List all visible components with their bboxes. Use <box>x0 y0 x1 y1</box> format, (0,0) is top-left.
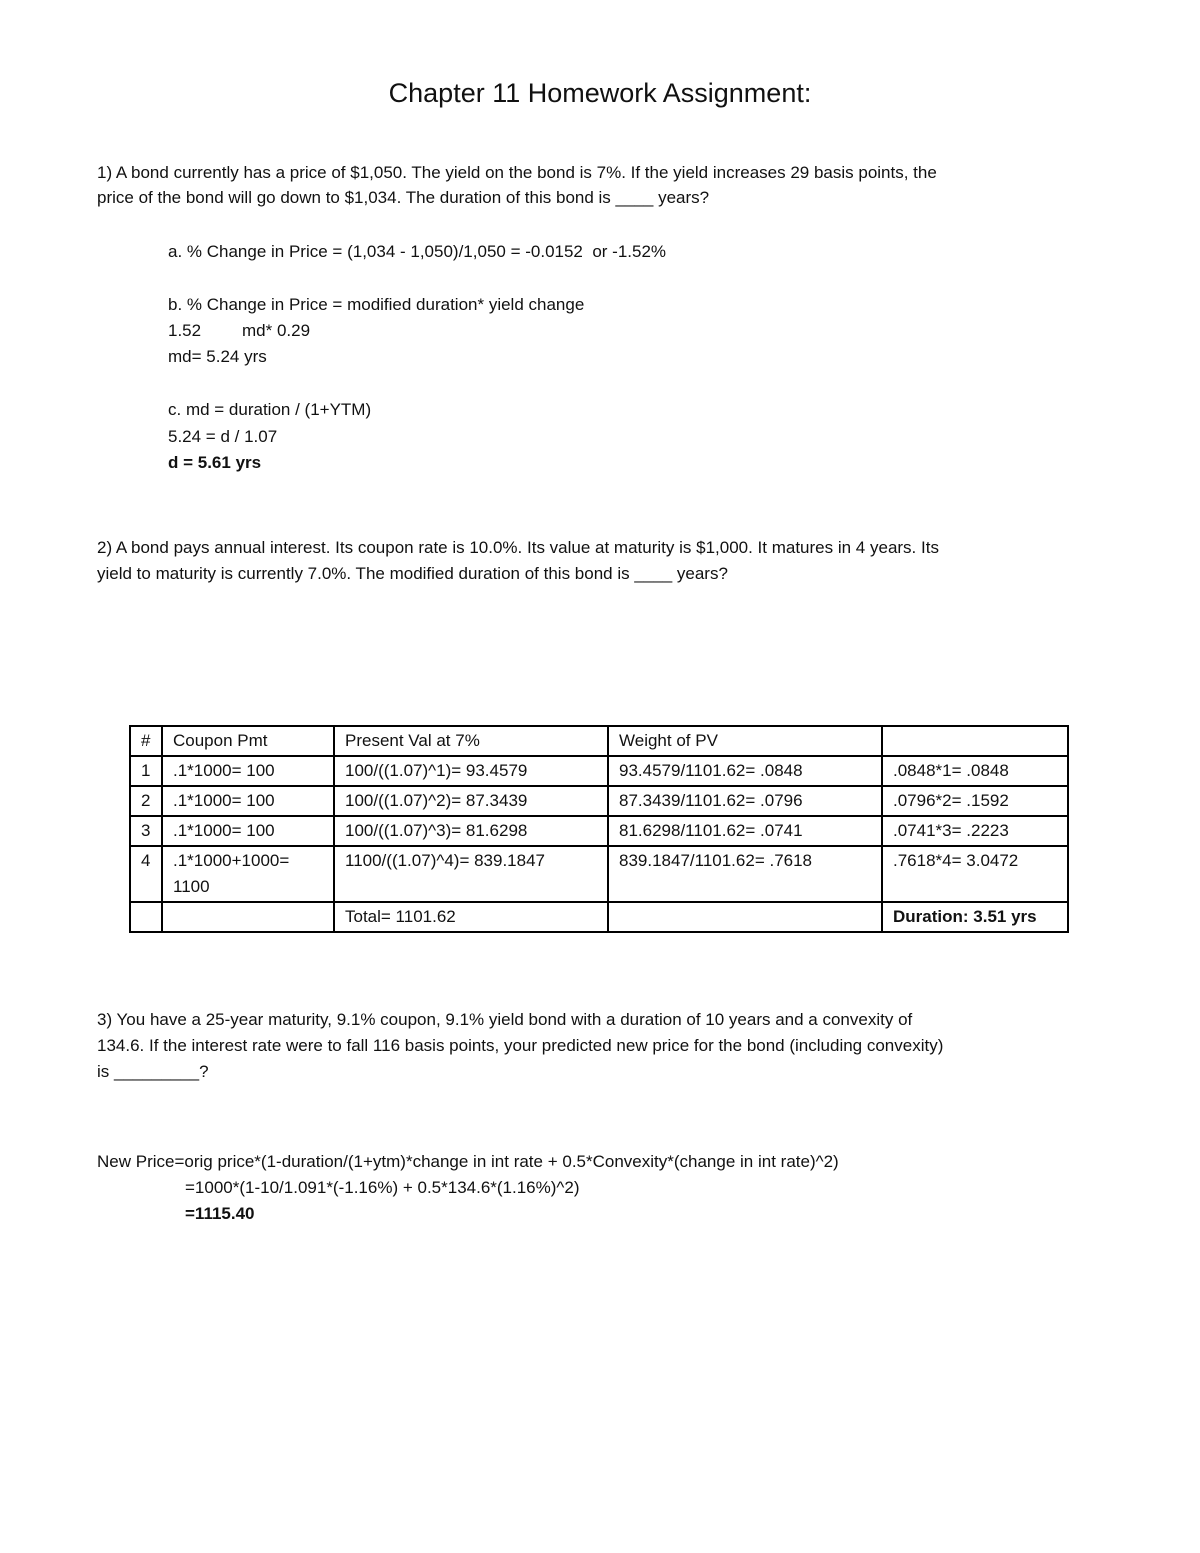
table-cell-empty <box>162 902 334 932</box>
table-total-row <box>130 902 1068 932</box>
q1-step-c: c. md = duration / (1+YTM) <box>168 400 372 419</box>
table-header-row <box>130 726 1068 756</box>
q1-step-b-value: 1.52 <box>168 321 202 340</box>
q1-answer: d = 5.61 yrs <box>168 453 262 472</box>
page-title: Chapter 11 Homework Assignment: <box>388 78 812 108</box>
table-cell: .0848*1= .0848 <box>882 756 1068 786</box>
table-row <box>130 786 1068 816</box>
table-cell: .7618*4= 3.0472 <box>882 846 1068 902</box>
table-cell: 4 <box>130 846 162 902</box>
q3-answer: =1115.40 <box>185 1204 255 1223</box>
table-cell: 100/((1.07)^2)= 87.3439 <box>334 786 608 816</box>
q1-step-b: b. % Change in Price = modified duration* yield change <box>168 295 585 314</box>
table-cell: 2 <box>130 786 162 816</box>
duration-table <box>129 725 1069 933</box>
q1-step-a: a. % Change in Price = (1,034 - 1,050)/1,050 = -0.0152 or -1.52% <box>168 242 667 261</box>
table-cell: 87.3439/1101.62= .0796 <box>608 786 882 816</box>
table-cell: 3 <box>130 816 162 846</box>
q1-step-b-expression: md* 0.29 <box>242 321 311 340</box>
table-cell: 1 <box>130 756 162 786</box>
q3-text-line-1: 3) You have a 25-year maturity, 9.1% coupon, 9.1% yield bond with a duration of 10 years and a convexity of <box>97 1010 913 1029</box>
q2-text-line-2: yield to maturity is currently 7.0%. The modified duration of this bond is ____ years? <box>97 564 728 583</box>
header-cell-weighted-time <box>882 726 1068 756</box>
table-cell: 81.6298/1101.62= .0741 <box>608 816 882 846</box>
q3-text-line-3: is _________? <box>97 1062 209 1081</box>
q2-text-line-1: 2) A bond pays annual interest. Its coupon rate is 10.0%. Its value at maturity is $1,000. It matures in 4 years. Its <box>97 538 939 557</box>
table-cell: 100/((1.07)^3)= 81.6298 <box>334 816 608 846</box>
duration-result-cell: Duration: 3.51 yrs <box>882 902 1068 932</box>
table-cell: .0741*3= .2223 <box>882 816 1068 846</box>
table-cell: .1*1000= 100 <box>162 816 334 846</box>
header-cell-coupon: Coupon Pmt <box>162 726 334 756</box>
table-cell: .1*1000= 100 <box>162 786 334 816</box>
q1-step-c-equation: 5.24 = d / 1.07 <box>168 427 278 446</box>
q1-text-line-2: price of the bond will go down to $1,034. The duration of this bond is ____ years? <box>97 188 710 207</box>
header-cell-present-value: Present Val at 7% <box>334 726 608 756</box>
table-cell-empty <box>130 902 162 932</box>
q3-text-line-2: 134.6. If the interest rate were to fall 116 basis points, your predicted new price for the bond (including convexity) <box>97 1036 944 1055</box>
q3-calculation: =1000*(1-10/1.091*(-1.16%) + 0.5*134.6*(1.16%)^2) <box>185 1178 580 1197</box>
table-row <box>130 816 1068 846</box>
header-cell-number: # <box>130 726 162 756</box>
table-row <box>130 756 1068 786</box>
table-cell: .0796*2= .1592 <box>882 786 1068 816</box>
table-cell: .1*1000+1000= 1100 <box>162 846 334 902</box>
table-cell: 100/((1.07)^1)= 93.4579 <box>334 756 608 786</box>
table-cell: .1*1000= 100 <box>162 756 334 786</box>
table-cell: 93.4579/1101.62= .0848 <box>608 756 882 786</box>
q1-step-b-result: md= 5.24 yrs <box>168 347 267 366</box>
header-cell-weight: Weight of PV <box>608 726 882 756</box>
q3-formula: New Price=orig price*(1-duration/(1+ytm)*change in int rate + 0.5*Convexity*(change in int rate)^2) <box>97 1152 839 1171</box>
total-cell: Total= 1101.62 <box>334 902 608 932</box>
table-cell-empty <box>608 902 882 932</box>
q1-text-line-1: 1) A bond currently has a price of $1,050. The yield on the bond is 7%. If the yield increases 29 basis points, the <box>97 163 937 182</box>
table-cell: 839.1847/1101.62= .7618 <box>608 846 882 902</box>
table-cell: 1100/((1.07)^4)= 839.1847 <box>334 846 608 902</box>
table-row <box>130 846 1068 902</box>
